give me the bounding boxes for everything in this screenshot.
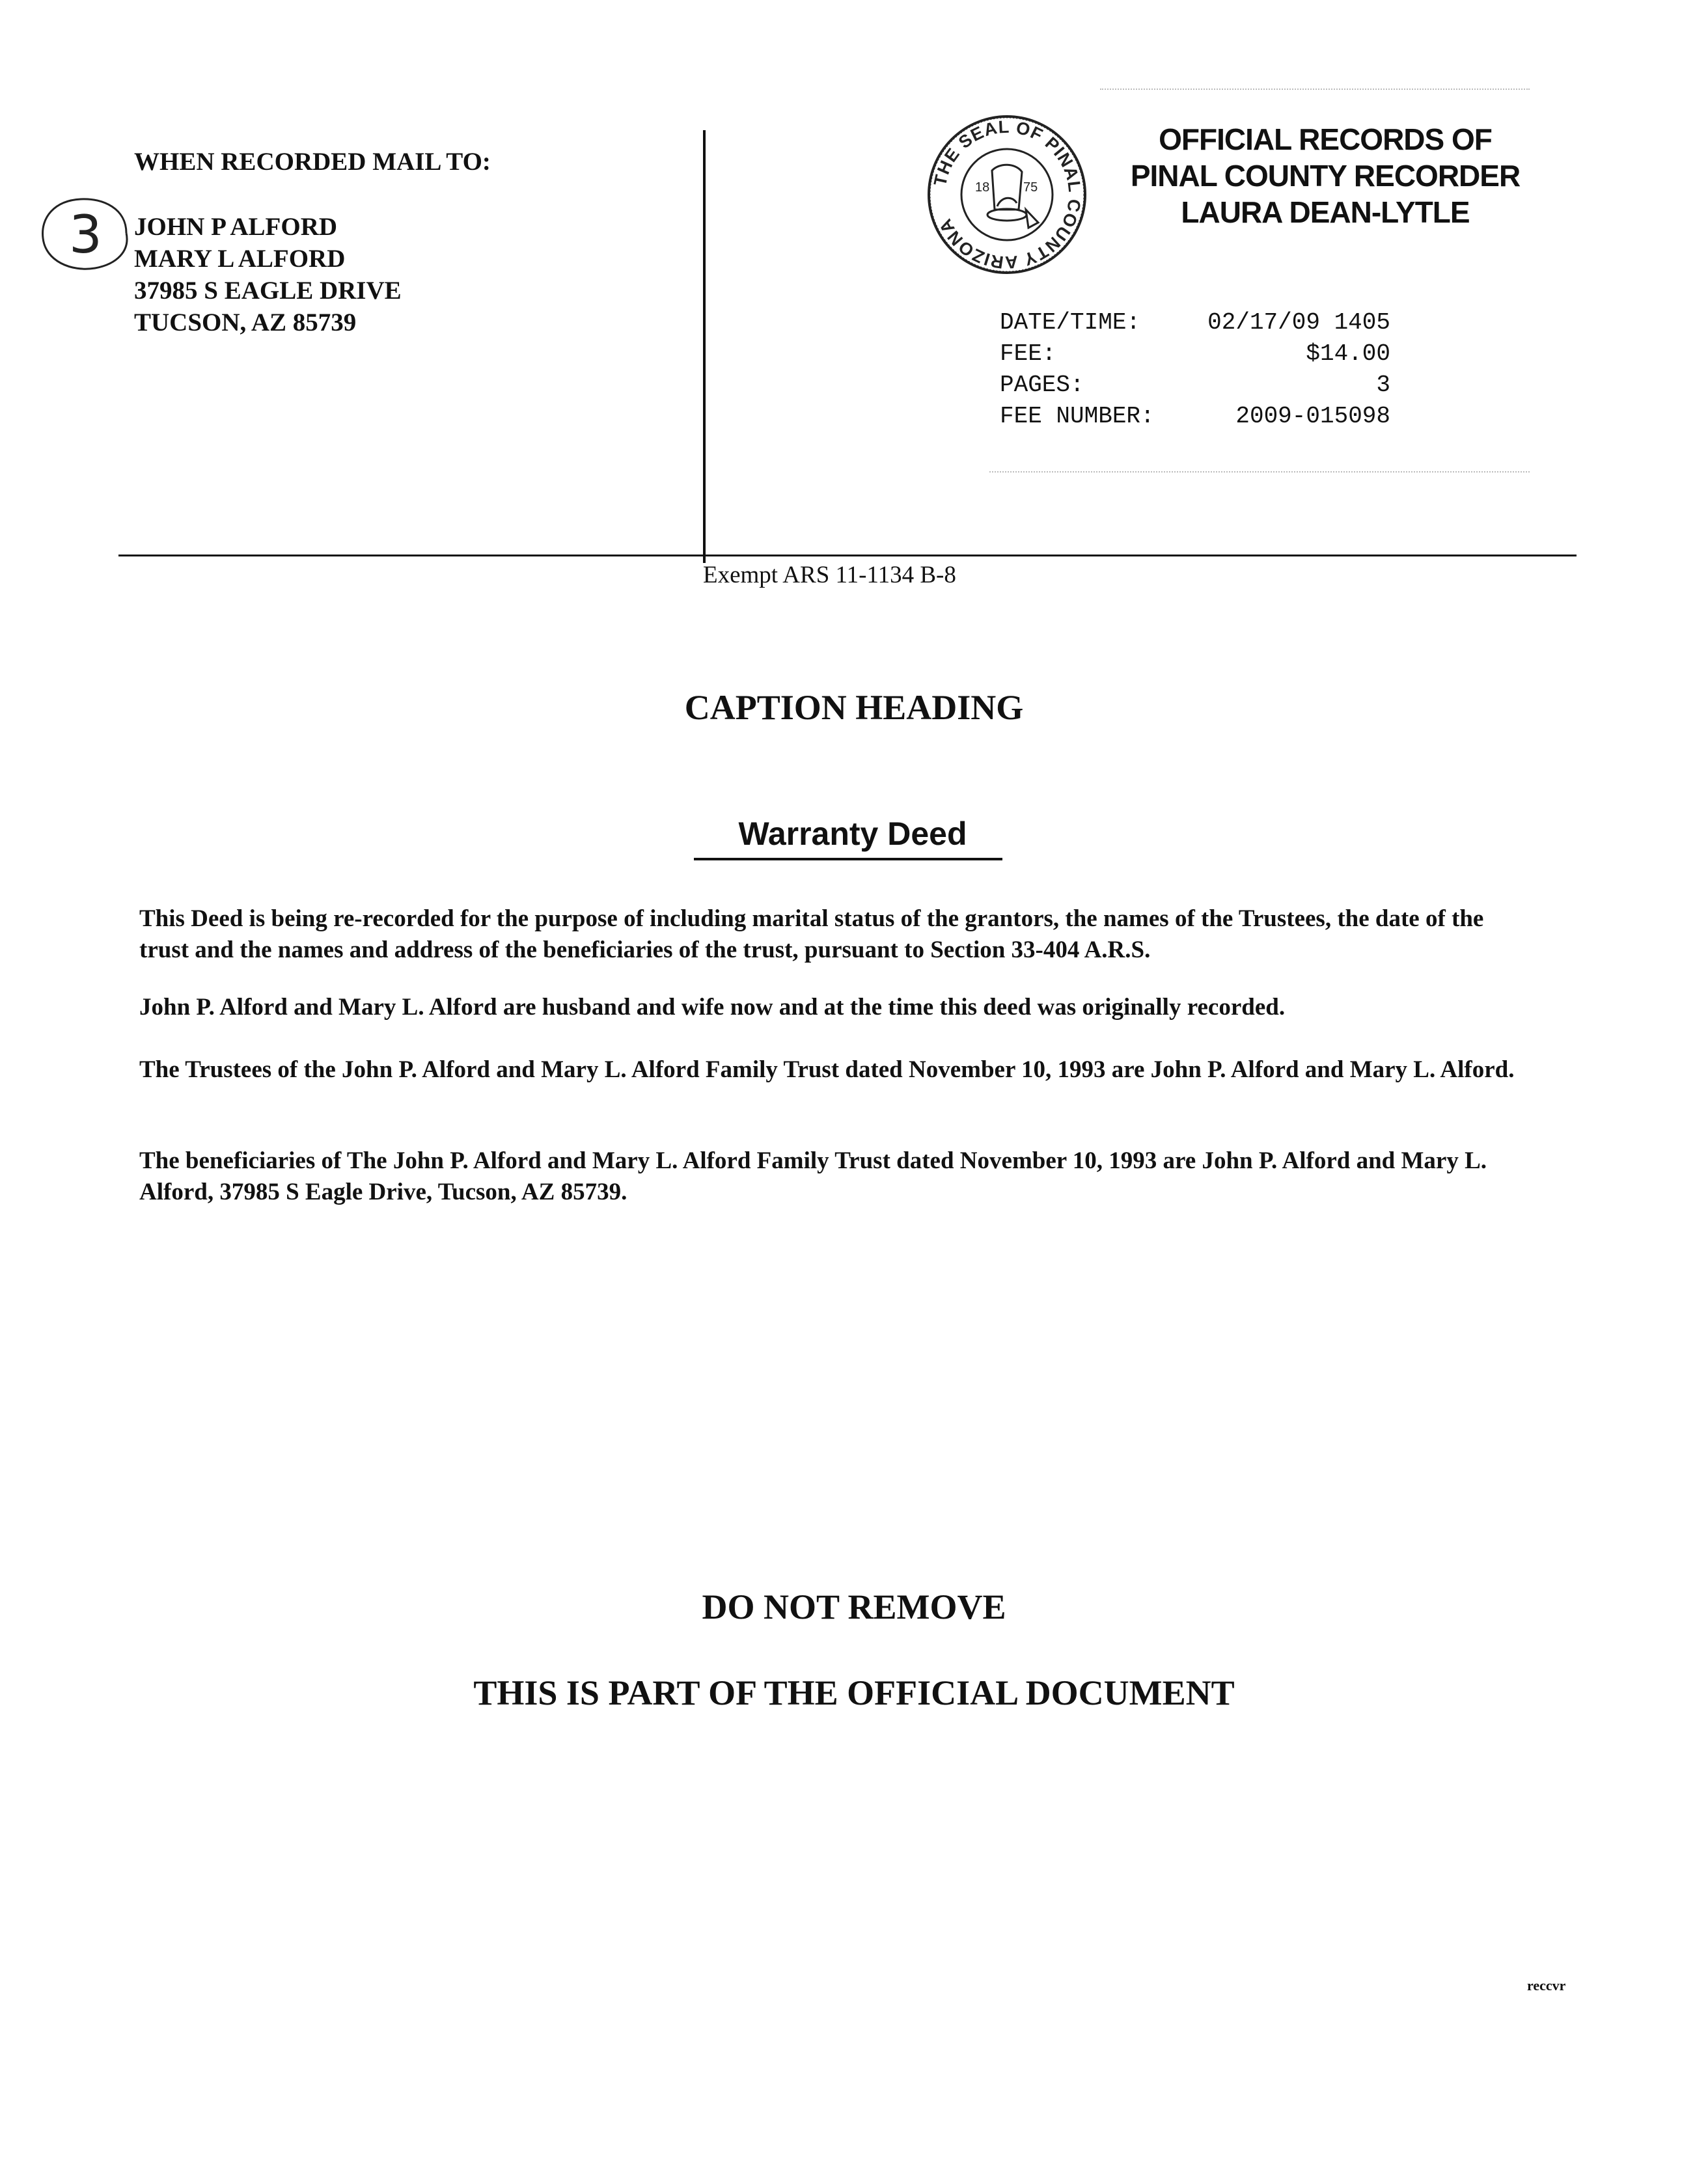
handwritten-mark: 3	[69, 204, 102, 265]
handwritten-circled-number	[35, 193, 133, 277]
recording-row	[1000, 401, 1390, 432]
deed-title: Warranty Deed	[738, 816, 967, 852]
recording-label: FEE NUMBER:	[1000, 403, 1155, 430]
caption-heading: CAPTION HEADING	[684, 688, 1024, 727]
seal-ring-text: THE SEAL OF PINAL COUNTY ARIZONA	[930, 117, 1085, 273]
faint-rule-top	[1100, 89, 1530, 91]
mail-to-heading: WHEN RECORDED MAIL TO:	[134, 148, 491, 176]
faint-rule-bottom	[989, 471, 1530, 474]
mail-to-line: MARY L ALFORD	[134, 245, 346, 273]
svg-text:THE SEAL OF PINAL COUNTY ARIZO	[930, 117, 1084, 273]
vertical-divider	[703, 130, 706, 563]
body-paragraph: The beneficiaries of The John P. Alford and Mary L. Alford Family Trust dated November 10, 1993 are John P. Alford and Mary L. Alford, 37985 S Eagle Drive, Tucson, AZ 85739.	[139, 1147, 1487, 1205]
body-paragraph: John P. Alford and Mary L. Alford are husband and wife now and at the time this deed was originally recorded.	[139, 994, 1286, 1021]
exempt-statute: Exempt ARS 11-1134 B-8	[703, 562, 956, 588]
recorder-title	[1097, 121, 1553, 230]
recording-value: 2009-015098	[1235, 403, 1390, 430]
official-document-notice: THIS IS PART OF THE OFFICIAL DOCUMENT	[473, 1673, 1235, 1712]
horizontal-divider	[118, 555, 1577, 556]
recording-row	[1000, 370, 1390, 401]
mail-to-line: JOHN P ALFORD	[134, 213, 338, 241]
mail-to-line: 37985 S EAGLE DRIVE	[134, 277, 402, 305]
do-not-remove-notice: DO NOT REMOVE	[702, 1587, 1006, 1626]
recorder-title-line: OFFICIAL RECORDS OF	[1159, 122, 1492, 156]
seal-year-right: 75	[1023, 180, 1038, 195]
county-seal-icon	[924, 112, 1090, 277]
recorder-title-line: LAURA DEAN-LYTLE	[1181, 195, 1470, 229]
seal-year-left: 18	[975, 180, 990, 195]
recording-info	[1000, 307, 1390, 432]
body-paragraph: This Deed is being re-recorded for the purpose of including marital status of the grantors, the names of the Trustees, the date of the trust and the names and address of the beneficiaries of the trust, pursuant to Section 33-404 A.R.S.	[139, 905, 1484, 963]
recording-label: PAGES:	[1000, 372, 1084, 398]
mail-to-line: TUCSON, AZ 85739	[134, 308, 357, 336]
body-paragraph: The Trustees of the John P. Alford and Mary L. Alford Family Trust dated November 10, 1993 are John P. Alford and Mary L. Alford.	[139, 1056, 1515, 1083]
recorder-title-line: PINAL COUNTY RECORDER	[1130, 159, 1521, 193]
recording-value: $14.00	[1306, 340, 1390, 367]
recording-label: FEE:	[1000, 340, 1056, 367]
recording-label: DATE/TIME:	[1000, 309, 1141, 336]
form-code: reccvr	[1527, 1977, 1566, 1994]
recording-value: 02/17/09 1405	[1207, 309, 1390, 336]
recording-value: 3	[1376, 372, 1390, 398]
mail-to-address	[134, 211, 402, 338]
recording-row	[1000, 338, 1390, 370]
recording-row	[1000, 307, 1390, 338]
deed-title-underline	[694, 858, 1002, 860]
